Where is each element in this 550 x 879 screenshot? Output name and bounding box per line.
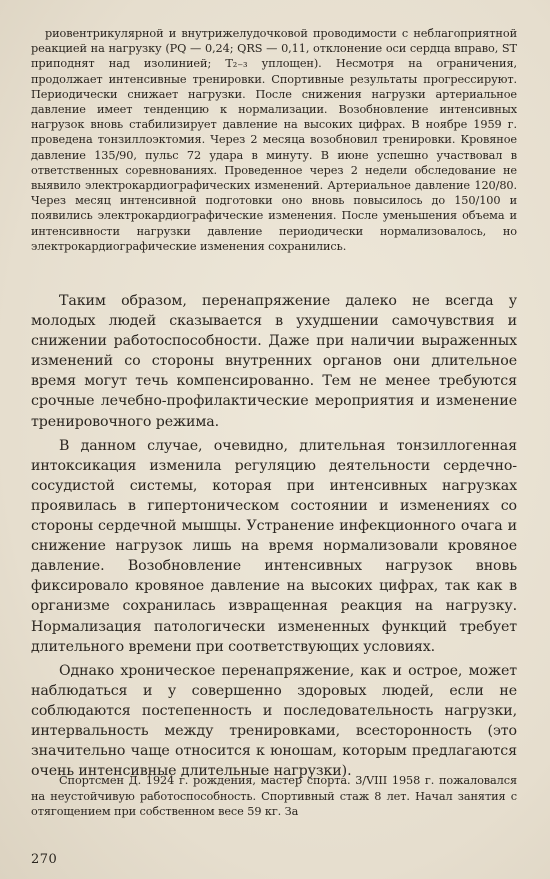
main-text <box>31 291 517 781</box>
case-history-2-paragraph: Спортсмен Д. 1924 г. рождения, мастер спорта. 3/VIII 1958 г. пожаловался на неустойчивую работоспособность. Спортивный стаж 8 лет. Начал занятия с отягощением при собственном весе 59 кг. За <box>31 774 517 819</box>
paragraph-2: В данном случае, очевидно, длительная тонзиллогенная интоксикация изменила регуляцию деятельности сердечно-сосудистой системы, которая при интенсивных нагрузках проявилась в гипертоническом состоянии и изменениях со стороны сердечной мышцы. Устранение инфекционного очага и снижение нагрузок лишь на время нормализовали кровяное давление. Возобновление интенсивных нагрузок вновь фиксировало кровяное давление на высоких цифрах, так как в организме сохранилась извращенная реакция на нагрузку. Нормализация патологически измененных функций требует длительного времени при соответствующих условиях. <box>31 437 517 655</box>
case-history-2-small-text <box>31 773 517 820</box>
case-history-small-text <box>31 26 517 254</box>
case-history-paragraph: риовентрикулярной и внутрижелудочковой проводимости с неблагоприятной реакцией на нагрузку (PQ — 0,24; QRS — 0,11, отклонение оси сердца вправо, ST приподнят над изолинией; T₂₋₃ уплощен). Несмотря на ограничения, продолжает интенсивные тренировки. Спортивные результаты прогрессируют. Периодически снижает нагрузки. После снижения нагрузки артериальное давление имеет тенденцию к нормализации. Возобновление интенсивных нагрузок вновь стабилизирует давление на высоких цифрах. В ноябре 1959 г. проведена тонзиллоэктомия. Через 2 месяца возобновил тренировки. Кровяное давление 135/90, пульс 72 удара в минуту. В июне успешно участвовал в ответственных соревнованиях. Проведенное через 2 недели обследование не выявило электрокардиографических изменений. Артериальное давление 120/80. Через месяц интенсивной подготовки оно вновь повысилось до 150/100 и появились электрокардиографические изменения. После уменьшения объема и интенсивности нагрузки давление периодически нормализовалось, но электрокардиографические изменения сохранились. <box>31 27 517 253</box>
paragraph-3: Однако хроническое перенапряжение, как и острое, может наблюдаться и у совершенно здоровых людей, если не соблюдаются постепенность и последовательность нагрузки, интервальность между тренировками, всесторонность (это значительно чаще относится к юношам, которым предлагаются очень интенсивные длительные нагрузки). <box>31 662 517 780</box>
page-number: 270 <box>31 852 58 867</box>
paragraph-1: Таким образом, перенапряжение далеко не всегда у молодых людей сказывается в ухудшении самочувствия и снижении работоспособности. Даже при наличии выраженных изменений со стороны внутренних органов они длительное время могут течь компенсированно. Тем не менее требуются срочные лечебно-профилактические мероприятия и изменение тренировочного режима. <box>31 293 517 430</box>
